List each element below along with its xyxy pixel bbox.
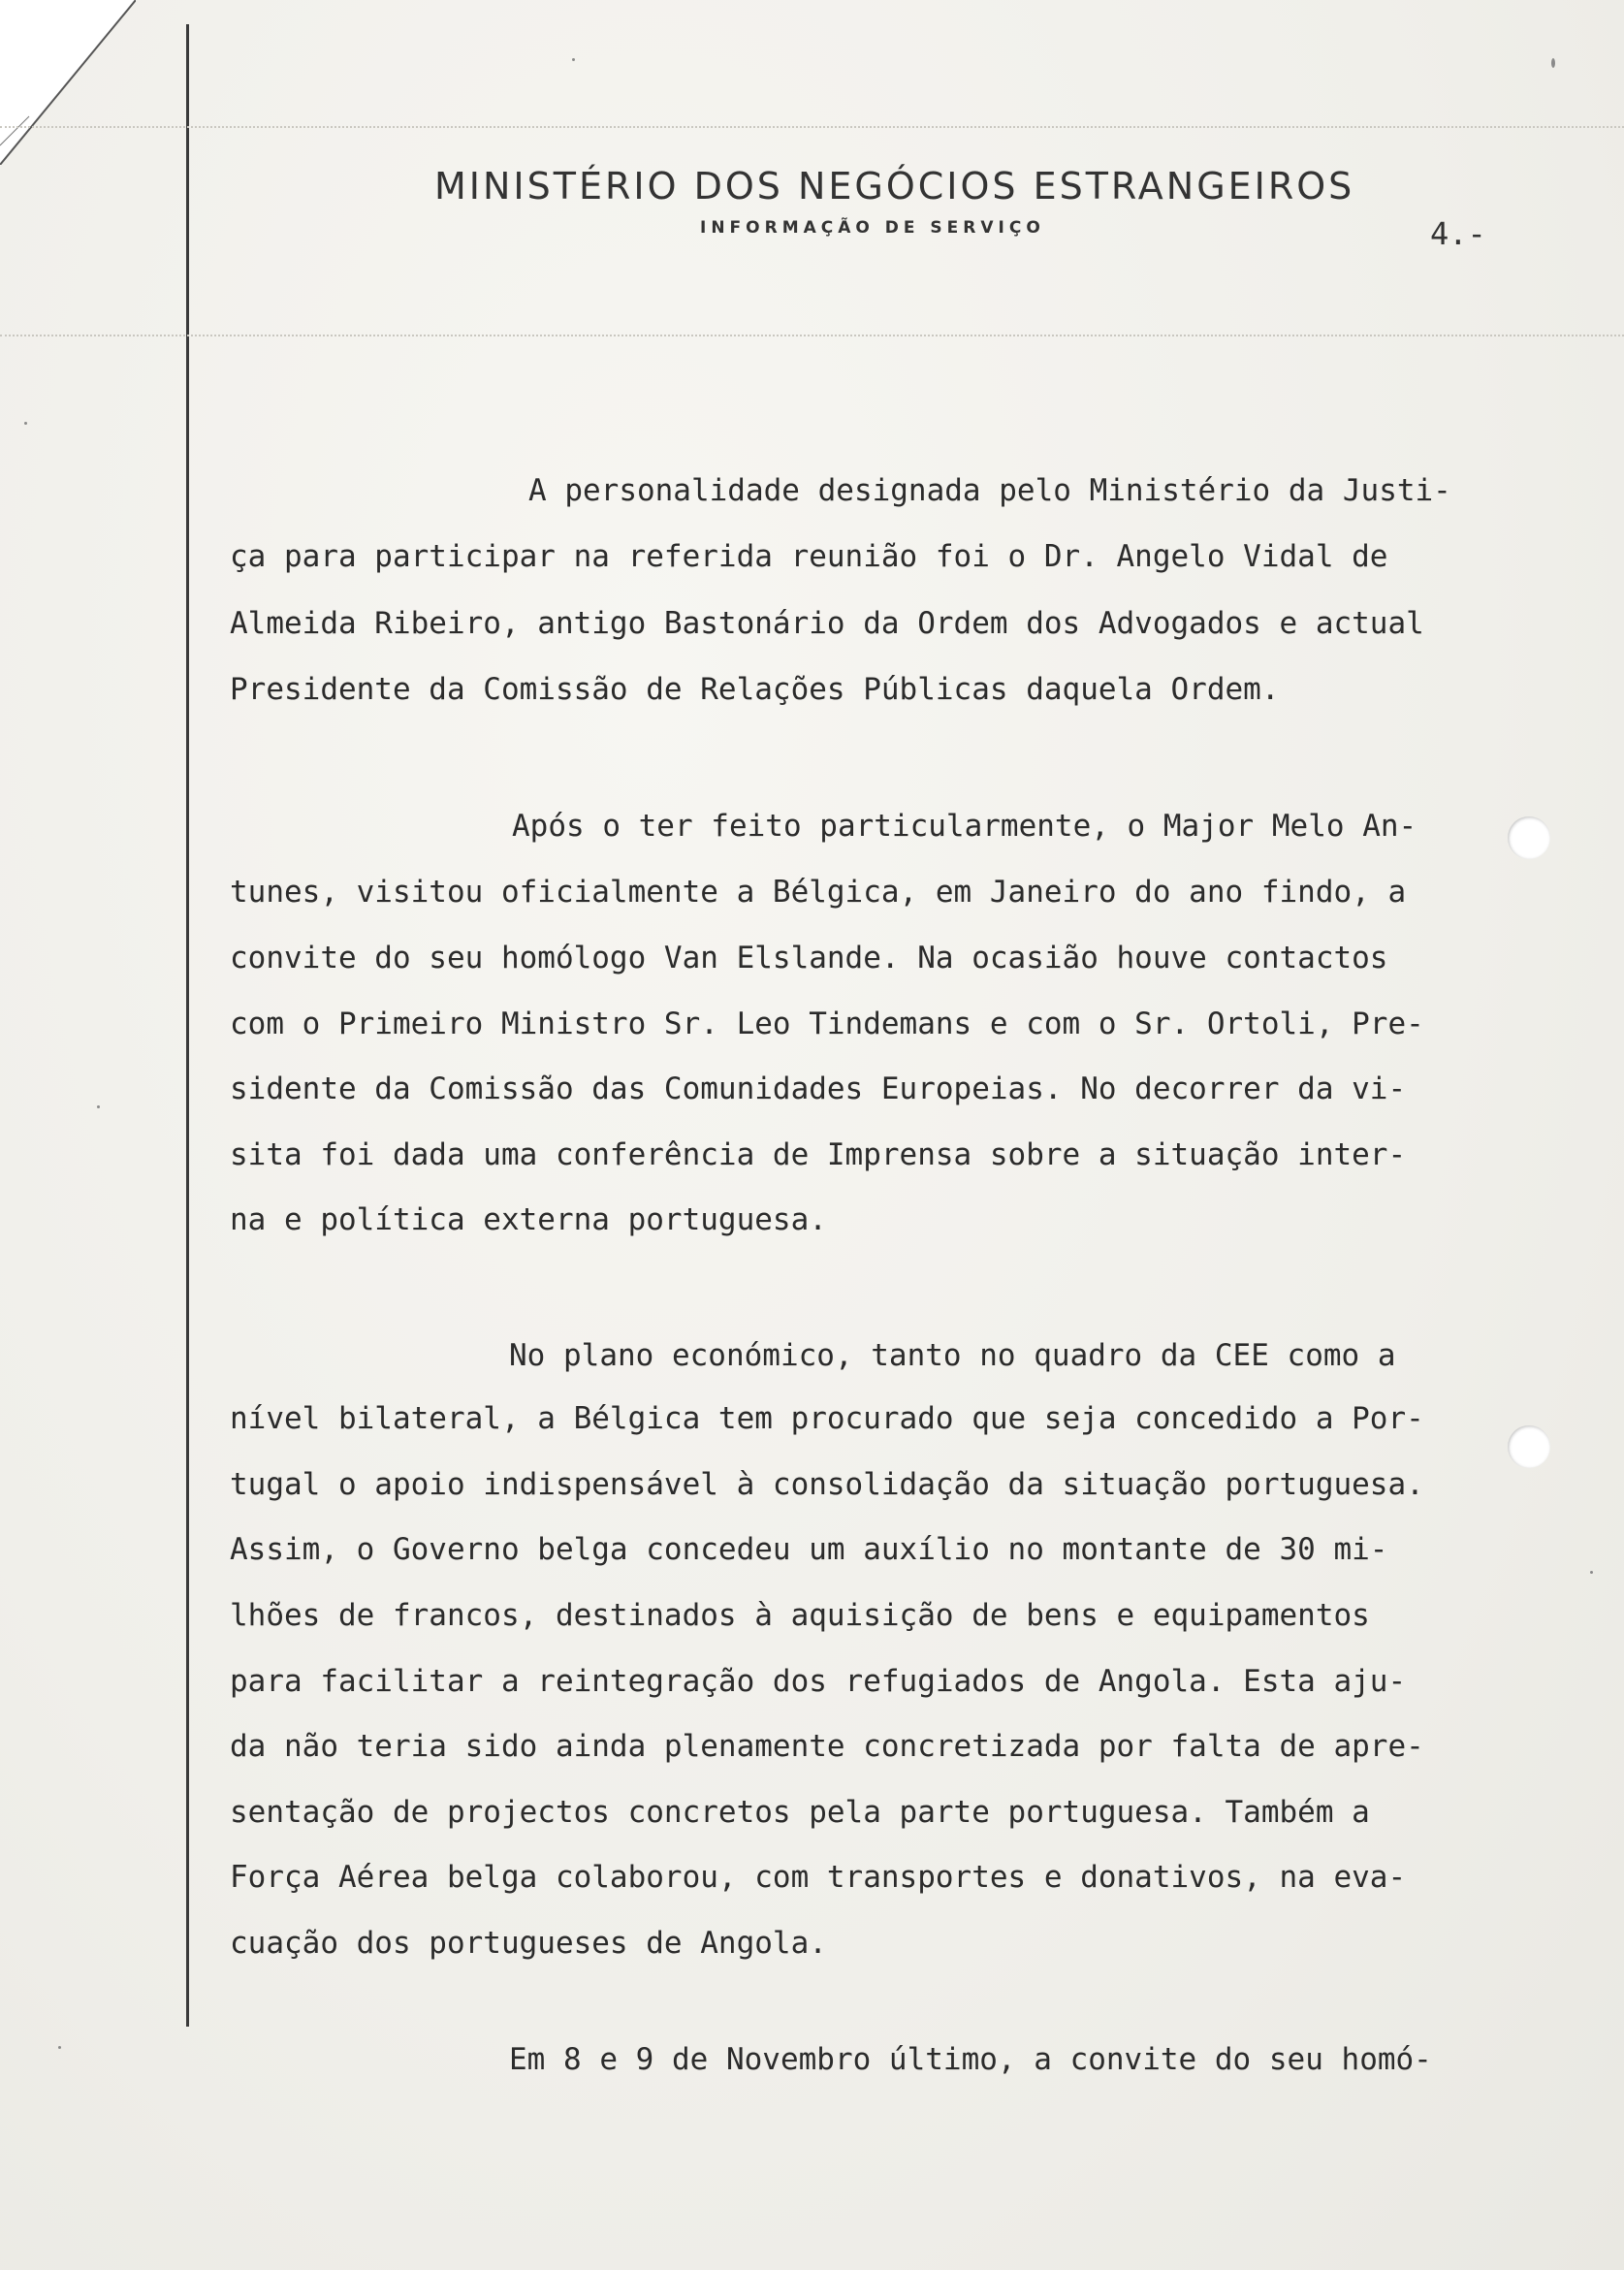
bleed-through-line — [0, 126, 1624, 129]
text-line: No plano económico, tanto no quadro da CEE como a — [509, 1338, 1396, 1373]
scan-speck — [572, 58, 575, 61]
punch-hole — [1508, 816, 1550, 859]
text-line: nível bilateral, a Bélgica tem procurado que seja concedido a Por- — [230, 1401, 1424, 1436]
text-line: com o Primeiro Ministro Sr. Leo Tindemans e com o Sr. Ortoli, Pre- — [230, 1007, 1424, 1041]
page-number: 4.- — [1430, 215, 1486, 252]
scan-speck — [58, 2046, 61, 2049]
text-line: convite do seu homólogo Van Elslande. Na ocasião houve contactos — [230, 941, 1388, 975]
text-line: sita foi dada uma conferência de Imprensa sobre a situação inter- — [230, 1137, 1407, 1172]
text-line: para facilitar a reintegração dos refugiados de Angola. Esta aju- — [230, 1664, 1407, 1699]
text-line: sidente da Comissão das Comunidades Europeias. No decorrer da vi- — [230, 1071, 1407, 1106]
text-line: Força Aérea belga colaborou, com transportes e donativos, na eva- — [230, 1860, 1407, 1895]
service-subtitle: INFORMAÇÃO DE SERVIÇO — [700, 218, 1045, 238]
text-line: da não teria sido ainda plenamente concretizada por falta de apre- — [230, 1729, 1424, 1764]
text-line: lhões de francos, destinados à aquisição de bens e equipamentos — [230, 1598, 1370, 1633]
text-line: na e política externa portuguesa. — [230, 1202, 827, 1237]
text-line: Em 8 e 9 de Novembro último, a convite do seu homó- — [509, 2042, 1432, 2077]
text-line: Almeida Ribeiro, antigo Bastonário da Ordem dos Advogados e actual — [230, 606, 1424, 641]
scan-speck — [1551, 58, 1555, 68]
text-line: Assim, o Governo belga concedeu um auxílio no montante de 30 mi- — [230, 1532, 1388, 1567]
text-line: A personalidade designada pelo Ministério da Justi- — [528, 473, 1451, 508]
scan-speck — [24, 422, 27, 425]
margin-rule — [186, 24, 189, 2027]
text-line: Após o ter feito particularmente, o Major Melo An- — [512, 809, 1417, 844]
text-line: cuação dos portugueses de Angola. — [230, 1926, 827, 1961]
text-line: tugal o apoio indispensável à consolidação da situação portuguesa. — [230, 1467, 1424, 1502]
punch-hole — [1508, 1425, 1550, 1468]
bleed-through-line — [0, 335, 1624, 337]
scan-speck — [1590, 1571, 1593, 1574]
text-line: sentação de projectos concretos pela parte portuguesa. Também a — [230, 1795, 1370, 1830]
text-line: tunes, visitou oficialmente a Bélgica, em Janeiro do ano findo, a — [230, 875, 1407, 910]
text-line: ça para participar na referida reunião foi o Dr. Angelo Vidal de — [230, 539, 1388, 574]
ministry-title: MINISTÉRIO DOS NEGÓCIOS ESTRANGEIROS — [434, 165, 1355, 208]
text-line: Presidente da Comissão de Relações Públicas daquela Ordem. — [230, 672, 1280, 707]
folded-corner — [0, 0, 136, 165]
scan-speck — [97, 1105, 100, 1108]
